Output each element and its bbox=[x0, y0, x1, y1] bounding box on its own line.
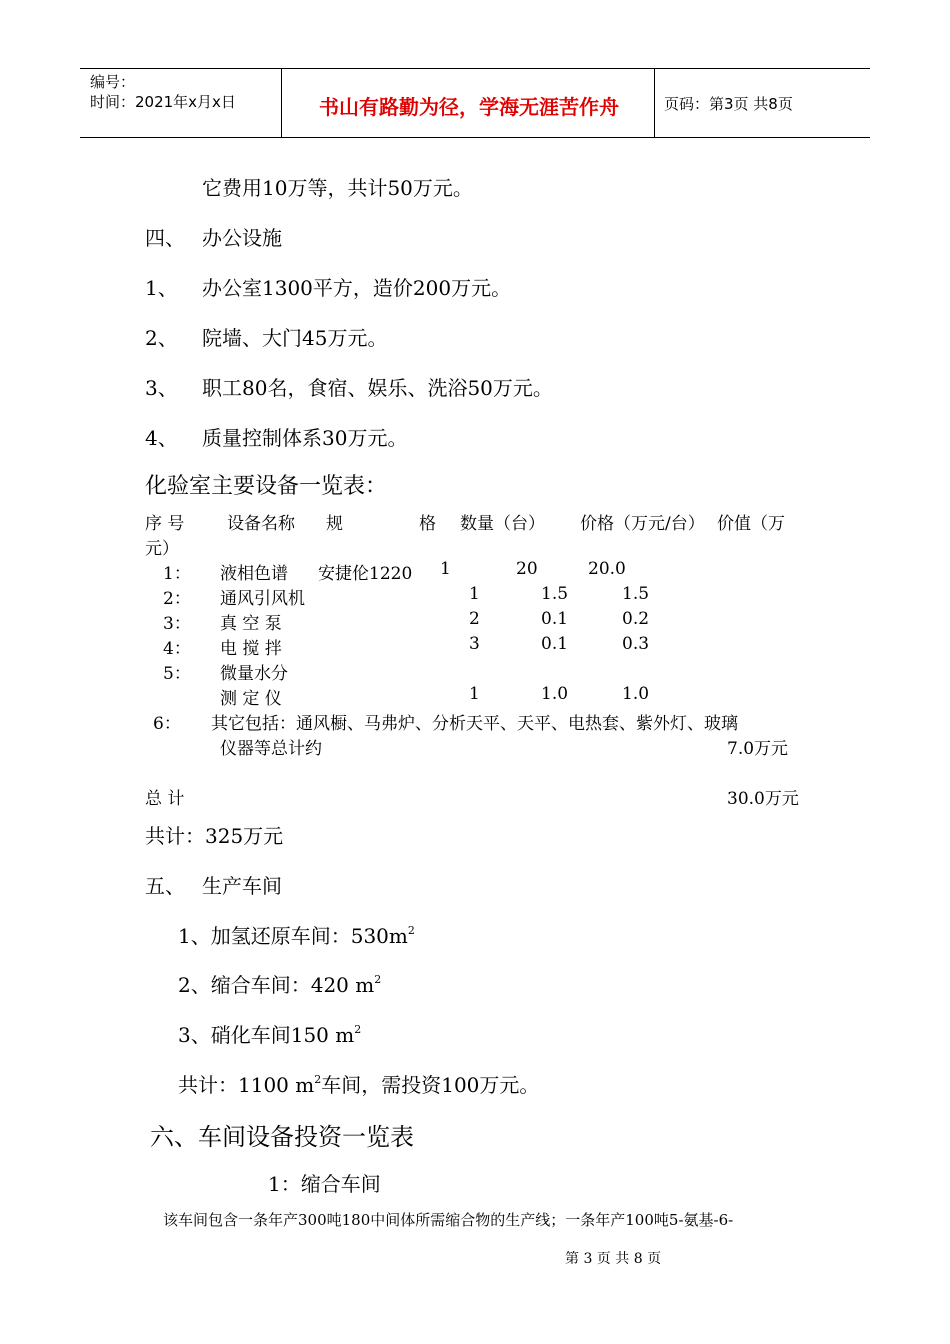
table-cell-spec: 安捷伦1220 bbox=[318, 564, 413, 584]
subsection-title: 1：缩合车间 bbox=[268, 1172, 381, 1196]
list-item-number: 3、 bbox=[145, 376, 178, 400]
list-item-number: 4、 bbox=[145, 426, 178, 450]
page-footer: 第 3 页 共 8 页 bbox=[565, 1251, 662, 1267]
table-cell-no: 3： bbox=[163, 614, 191, 634]
col-header-spec-2: 格 bbox=[419, 514, 436, 534]
table-cell-no: 2： bbox=[163, 589, 191, 609]
section-5-title: 生产车间 bbox=[202, 874, 282, 898]
table-cell-name: 液相色谱 bbox=[220, 564, 288, 584]
section-4-number: 四、 bbox=[145, 226, 185, 250]
table-cell-value: 1.0 bbox=[622, 684, 650, 704]
table-total-label: 总 计 bbox=[145, 789, 185, 809]
table-cell-no: 6： bbox=[153, 714, 181, 734]
list-item-text: 职工80名，食宿、娱乐、洗浴50万元。 bbox=[202, 376, 553, 400]
list-item-text: 院墙、大门45万元。 bbox=[202, 326, 388, 350]
sum-line: 共计：325万元 bbox=[145, 824, 284, 848]
header-motto: 书山有路勤为径，学海无涯苦作舟 bbox=[319, 95, 619, 119]
lab-table-title: 化验室主要设备一览表： bbox=[145, 474, 388, 499]
header-divider-left bbox=[281, 69, 282, 137]
list-item-text: 质量控制体系30万元。 bbox=[202, 426, 408, 450]
workshop-item: 3、硝化车间150 $m^2$ bbox=[178, 1023, 362, 1047]
list-item-number: 1、 bbox=[145, 276, 178, 300]
table-cell-qty: 1 bbox=[469, 584, 480, 604]
table-cell-name: 电 搅 拌 bbox=[220, 639, 282, 659]
table-cell-price: 1.0 bbox=[541, 684, 569, 704]
section-4-title: 办公设施 bbox=[202, 226, 282, 250]
col-header-seq: 序 号 bbox=[145, 514, 185, 534]
doc-time-label: 时间：2021年x月x日 bbox=[90, 93, 236, 111]
table-cell-other-wrap: 仪器等总计约 bbox=[220, 739, 322, 759]
continued-line: 它费用10万等，共计50万元。 bbox=[202, 176, 473, 200]
table-cell-value: 0.2 bbox=[622, 609, 650, 629]
table-cell-no: 5： bbox=[163, 664, 191, 684]
col-header-value-wrap: 元） bbox=[145, 539, 179, 559]
col-header-spec: 规 bbox=[326, 514, 343, 534]
table-cell-name: 真 空 泵 bbox=[220, 614, 282, 634]
table-cell-qty: 1 bbox=[469, 684, 480, 704]
table-cell-other-value: 7.0万元 bbox=[727, 739, 789, 759]
doc-number-label: 编号： bbox=[90, 73, 136, 91]
page-header bbox=[80, 68, 870, 138]
col-header-qty: 数量（台） bbox=[460, 514, 545, 534]
table-cell-qty: 1 bbox=[440, 559, 451, 579]
header-divider-right bbox=[654, 69, 655, 137]
table-cell-price: 20 bbox=[516, 559, 538, 579]
workshop-item: 1、加氢还原车间：$530m^2$ bbox=[178, 924, 415, 948]
list-item-text: 办公室1300平方，造价200万元。 bbox=[202, 276, 512, 300]
header-page-info: 页码：第3页 共8页 bbox=[664, 95, 793, 113]
workshop-total: 共计：1100 $m^2$车间，需投资100万元。 bbox=[178, 1073, 540, 1097]
workshop-item: 2、缩合车间：420 $m^2$ bbox=[178, 973, 382, 997]
col-header-name: 设备名称 bbox=[227, 514, 295, 534]
col-header-price: 价格（万元/台） bbox=[580, 514, 705, 534]
table-cell-name: 通风引风机 bbox=[220, 589, 305, 609]
list-item-number: 2、 bbox=[145, 326, 178, 350]
table-cell-qty: 3 bbox=[469, 634, 480, 654]
table-cell-no: 4： bbox=[163, 639, 191, 659]
table-cell-name: 微量水分 bbox=[220, 664, 288, 684]
table-cell-value: 1.5 bbox=[622, 584, 650, 604]
table-total-value: 30.0万元 bbox=[727, 789, 799, 809]
table-cell-name: 测 定 仪 bbox=[220, 689, 282, 709]
section-6-title: 六、车间设备投资一览表 bbox=[150, 1123, 414, 1151]
paragraph-text: 该车间包含一条年产300吨180中间体所需缩合物的生产线；一条年产100吨5-氨基-6- bbox=[163, 1211, 734, 1229]
table-cell-other: 其它包括：通风橱、马弗炉、分析天平、天平、电热套、紫外灯、玻璃 bbox=[211, 714, 738, 734]
table-cell-value: 20.0 bbox=[588, 559, 626, 579]
table-cell-value: 0.3 bbox=[622, 634, 650, 654]
table-cell-no: 1： bbox=[163, 564, 191, 584]
table-cell-price: 1.5 bbox=[541, 584, 569, 604]
table-cell-qty: 2 bbox=[469, 609, 480, 629]
section-5-number: 五、 bbox=[145, 874, 185, 898]
table-cell-price: 0.1 bbox=[541, 634, 569, 654]
table-cell-price: 0.1 bbox=[541, 609, 569, 629]
col-header-value: 价值（万 bbox=[717, 514, 785, 534]
